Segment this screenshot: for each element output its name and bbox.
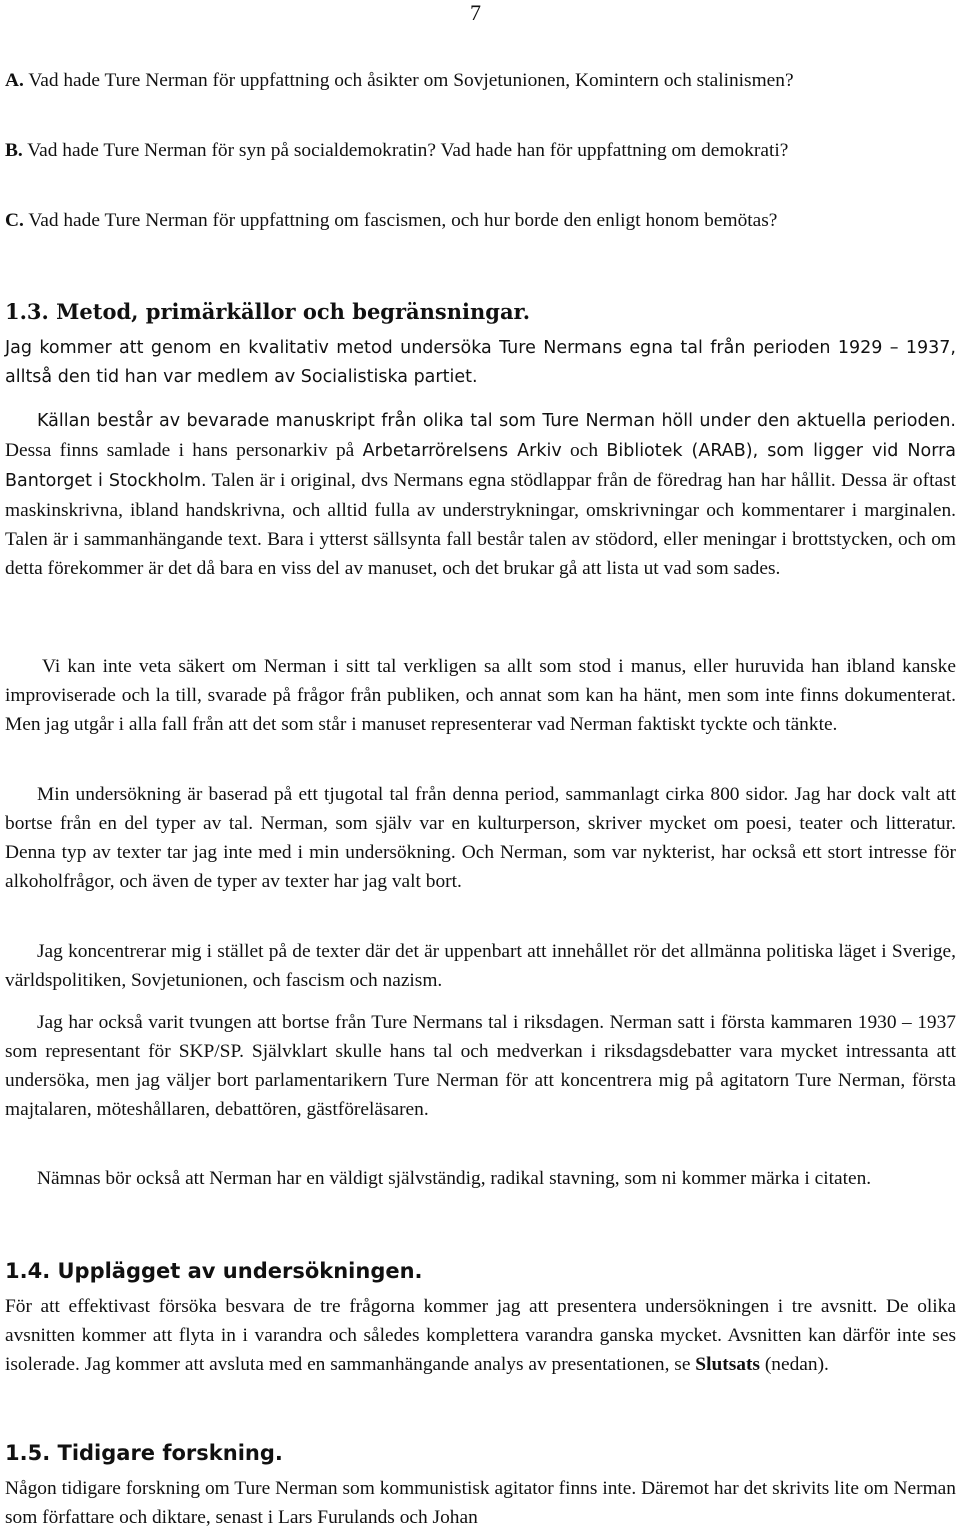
archive-name: Arbetarrörelsens Arkiv bbox=[362, 441, 562, 461]
archive-and: och bbox=[561, 440, 607, 461]
paragraph-sources bbox=[5, 406, 956, 583]
sources-sentence-rest: Talen är i original, dvs Nermans egna stödlappar från de föredrag han har hållit. Dessa är oftast maskinskrivna, ibland handskrivna, och alltid fulla av understrykningar, omskrivningar och kommentarer i marginalen. Talen är i sammanhängande text. Bara i ytterst sällsynta fall består talen av stödord, eller meningar i brottstycken, och om detta förekommer är det då bara en viss del av manuset, och det brukar gå att lista ut vad som sades. bbox=[5, 470, 956, 579]
paragraph-structure bbox=[5, 1292, 956, 1379]
question-text: Vad hade Ture Nerman för uppfattning om fascismen, och hur borde den enligt honom bemötas? bbox=[23, 210, 778, 231]
question-marker: A. bbox=[5, 70, 24, 91]
section-heading-1-5: 1.5. Tidigare forskning. bbox=[5, 1441, 283, 1465]
conclusion-reference: Slutsats bbox=[695, 1354, 760, 1375]
paragraph-uncertainty: Vi kan inte veta säkert om Nerman i sitt tal verkligen sa allt som stod i manus, eller huruvida han ibland kanske improviserade och la till, svarade på frågor från publiken, och annat som kan ha hänt, men som inte finns dokumenterat. Men jag utgår i alla fall från att det som står i manuset representerar vad Nerman faktiskt tyckte och tänkte. bbox=[5, 656, 956, 735]
research-questions bbox=[5, 66, 956, 97]
question-text: Vad hade Ture Nerman för uppfattning och åsikter om Sovjetunionen, Komintern och stalinismen? bbox=[23, 70, 794, 91]
research-questions-c bbox=[5, 206, 956, 237]
archive-library: Bibliotek (ARAB), som ligger vid Norra Bantorget i Stockholm. bbox=[5, 441, 956, 491]
paragraph-method-intro: Jag kommer att genom en kvalitativ metod undersöka Ture Nermans egna tal från perioden 1929 – 1937, alltså den tid han var medlem av Socialistiska partiet. bbox=[5, 338, 956, 387]
sources-sentence-2a: Dessa finns samlade i hans personarkiv på bbox=[5, 440, 363, 461]
question-marker: C. bbox=[5, 210, 24, 231]
question-b bbox=[5, 136, 956, 167]
research-questions-b bbox=[5, 136, 956, 167]
sources-sentence-1: Källan består av bevarade manuskript från olika tal som Ture Nerman höll under den aktuella perioden. bbox=[37, 411, 956, 431]
question-marker: B. bbox=[5, 140, 23, 161]
paragraph-riksdag: Jag har också varit tvungen att bortse från Ture Nermans tal i riksdagen. Nerman satt i första kammaren 1930 – 1937 som representant för SKP/SP. Självklart skulle hans tal och medverkan i riksdagsdebatter vara mycket intressanta att undersöka, men jag väljer bort parlamentarikern Ture Nerman för att koncentrera mig på agitatorn Ture Nerman, första majtalaren, möteshållaren, debattören, gästföreläsaren. bbox=[5, 1012, 956, 1120]
page-number: 7 bbox=[470, 0, 481, 25]
structure-text-end: (nedan). bbox=[759, 1354, 829, 1375]
section-heading-1-4: 1.4. Upplägget av undersökningen. bbox=[5, 1259, 423, 1283]
paragraph-previous-research: Någon tidigare forskning om Ture Nerman som kommunistisk agitator finns inte. Däremot har det skrivits lite om Nerman som författare och diktare, senast i Lars Furulands och Johan bbox=[5, 1478, 956, 1528]
structure-text: För att effektivast försöka besvara de tre frågorna kommer jag att presentera undersökningen i tre avsnitt. De olika avsnitten kommer att flyta in i varandra och således komplettera varandra ganska mycket. Avsnitten kan därför inte ses isolerade. Jag kommer att avsluta med en sammanhängande analys av presentationen, se bbox=[5, 1296, 956, 1375]
question-text: Vad hade Ture Nerman för syn på socialdemokratin? Vad hade han för uppfattning om demokrati? bbox=[22, 140, 789, 161]
question-a bbox=[5, 66, 956, 97]
paragraph-spelling: Nämnas bör också att Nerman har en väldigt självständig, radikal stavning, som ni kommer märka i citaten. bbox=[37, 1168, 872, 1189]
paragraph-scope: Min undersökning är baserad på ett tjugotal tal från denna period, sammanlagt cirka 800 sidor. Jag har dock valt att bortse från en del typer av tal. Nerman, som själv var en kulturperson, skriver mycket om poesi, teater och litteratur. Denna typ av texter tar jag inte med i min undersökning. Och Nerman, som var nykterist, har också ett stort intresse för alkoholfrågor, och även de typer av texter har jag valt bort. bbox=[5, 784, 956, 892]
paragraph-focus: Jag koncentrerar mig i stället på de texter där det är uppenbart att innehållet rör det allmänna politiska läget i Sverige, världspolitiken, Sovjetunionen, och fascism och nazism. bbox=[5, 941, 956, 991]
question-c bbox=[5, 206, 956, 237]
section-heading-1-3: 1.3. Metod, primärkällor och begränsningar. bbox=[5, 299, 530, 324]
